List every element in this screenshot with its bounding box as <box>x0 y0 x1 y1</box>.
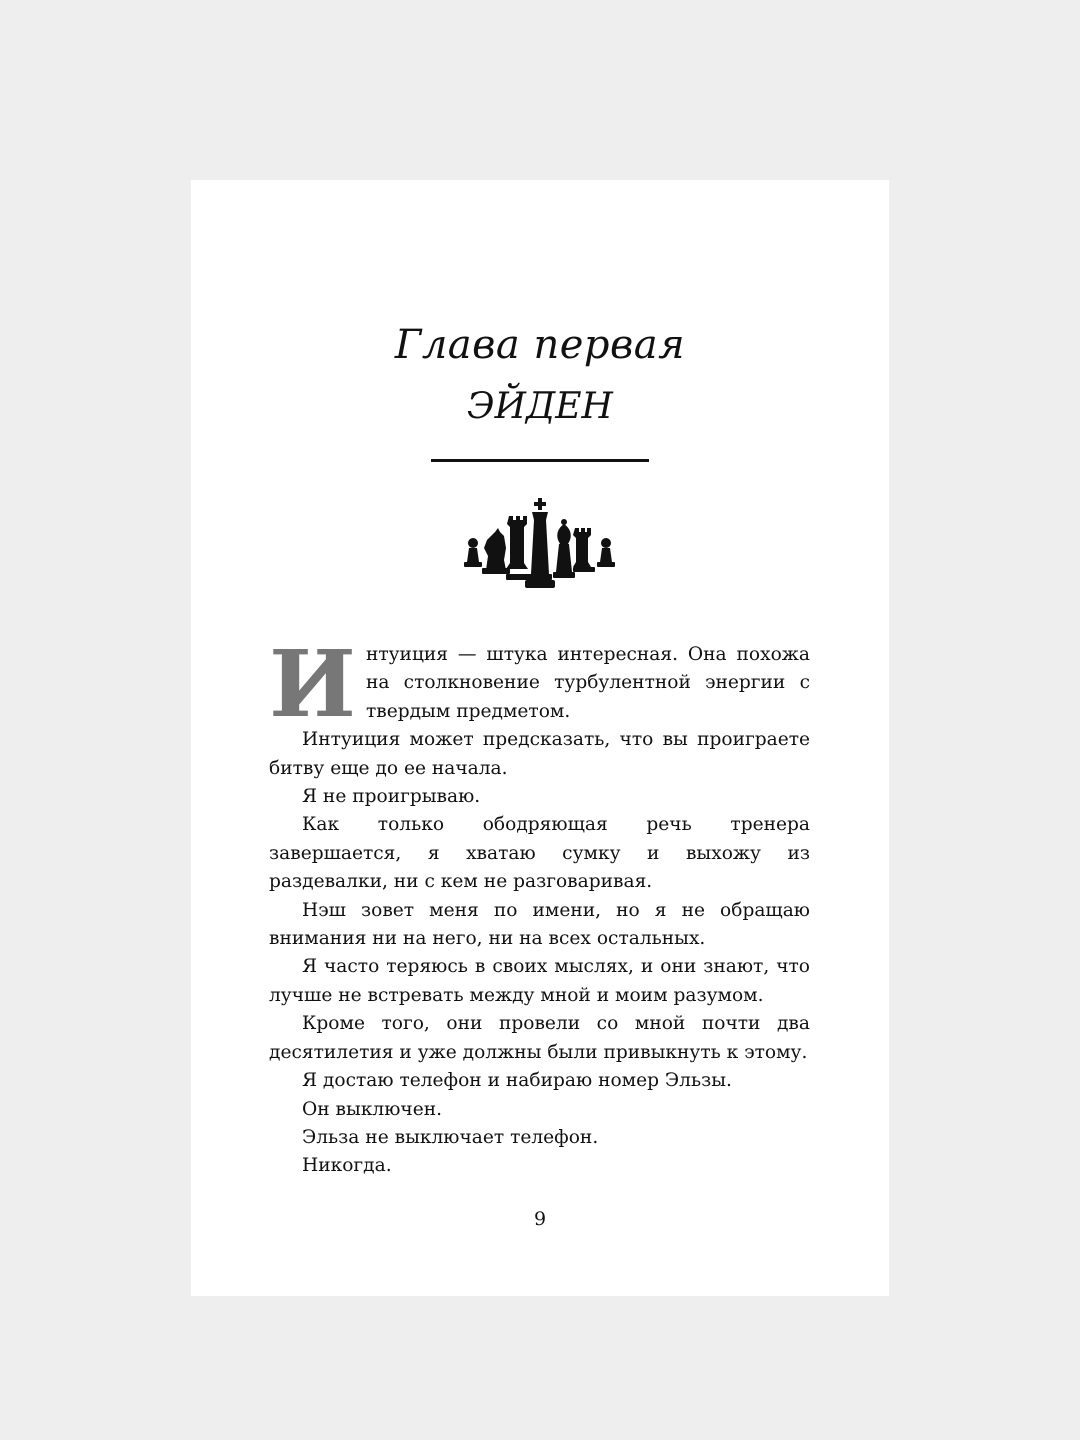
chapter-body <box>269 630 810 1181</box>
paragraph: Он выключен. <box>302 1098 443 1120</box>
pawn-icon <box>464 538 482 567</box>
knight-icon <box>482 528 510 574</box>
paragraph: Никогда. <box>302 1155 392 1177</box>
paragraph: Нэш зовет меня по имени, но я не обращаю внимания ни на него, ни на всех остальных. <box>269 899 810 950</box>
paragraph: Я достаю телефон и набираю номер Эльзы. <box>302 1070 732 1092</box>
page-number: 9 <box>533 1208 547 1230</box>
title-divider <box>431 459 649 462</box>
chapter-title: Глава первая <box>394 322 686 368</box>
paragraph: нтуиция — штука интересная. Она похожа на столкновение турбулентной энергии с твердым предметом. <box>365 644 810 722</box>
paragraph: Как только ободряющая речь тренера завершается, я хватаю сумку и выхожу из раздевалки, ни с кем не разговаривая. <box>269 814 810 893</box>
chess-pieces-icon <box>460 496 620 592</box>
pawn-icon <box>597 538 615 567</box>
king-icon <box>525 498 555 588</box>
paragraph: Интуиция может предсказать, что вы проиграете битву еще до ее начала. <box>269 729 810 779</box>
paragraph: Я часто теряюсь в своих мыслях, и они знают, что лучше не встревать между мной и моим разумом. <box>269 956 810 1006</box>
rook-icon <box>573 528 595 572</box>
paragraph: Эльза не выключает телефон. <box>302 1126 599 1148</box>
paragraph: Я не проигрываю. <box>302 786 481 808</box>
chapter-name: ЭЙДЕН <box>467 386 613 427</box>
paragraph: Кроме того, они провели со мной почти два десятилетия и уже должны были привыкнуть к этому. <box>269 1013 810 1063</box>
drop-cap: И <box>269 630 356 738</box>
bishop-icon <box>553 519 575 578</box>
